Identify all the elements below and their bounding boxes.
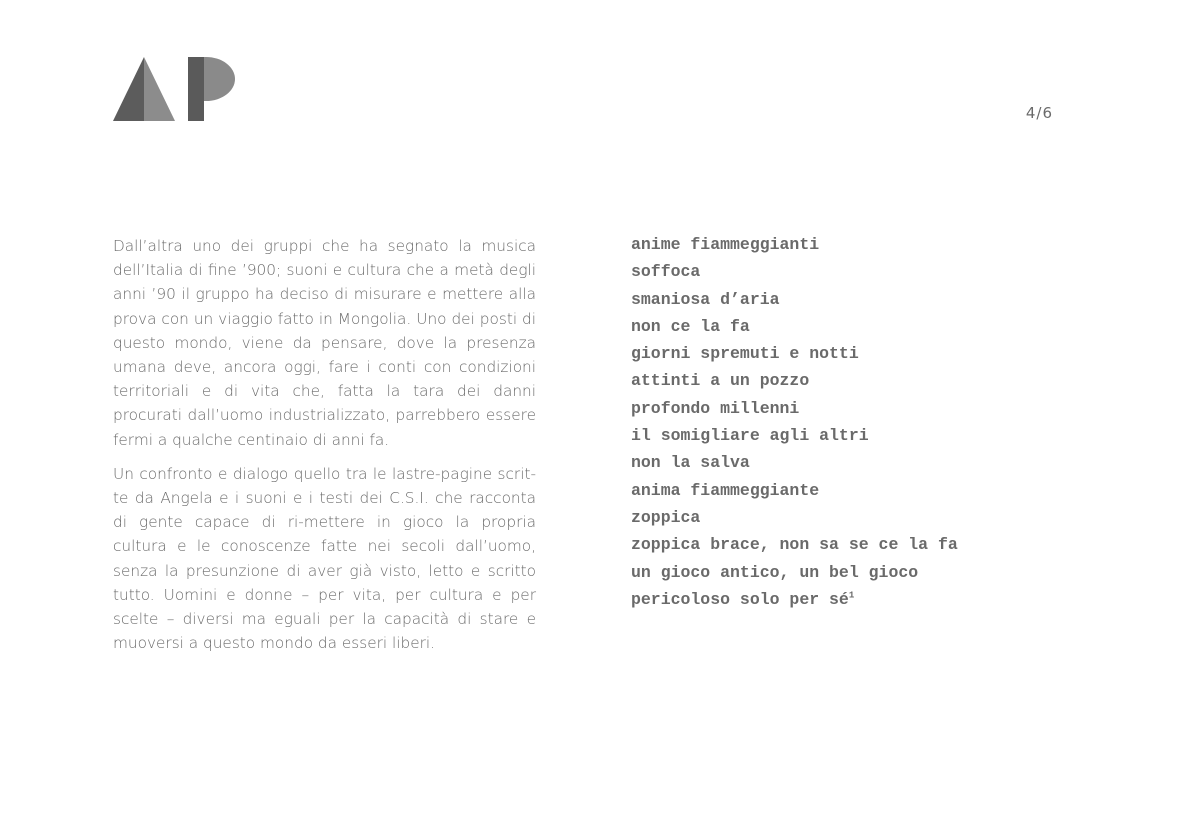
logo-p-bowl xyxy=(204,57,235,101)
poem-line: non la salva xyxy=(631,453,750,473)
page-number: 4/6 xyxy=(1025,104,1053,122)
footnote-marker: 1 xyxy=(848,590,855,601)
poem-line: il somigliare agli altri xyxy=(631,426,869,446)
poem-line: giorni spremuti e notti xyxy=(631,344,859,364)
poem-line: anime fiammeggianti xyxy=(631,235,820,254)
prose-paragraph: Un confronto e dialogo quello tra le lastre-pagine scritte da Angela e i suoni e i testi dei C.S.I. che racconta di gente capace di ri-mettere in gioco la propria cultura e le conoscenze fatte nei secoli dall’uomo, senza la presunzione di aver già visto, letto e scritto tutto. Uomini e donne – per vita, per cultura e per scelte – diversi ma eguali per la capacità di stare e muoversi a questo mondo da esseri liberi. xyxy=(113,464,536,653)
poem-line: zoppica brace, non sa se ce la fa xyxy=(631,535,958,555)
poem-line: un gioco antico, un bel gioco xyxy=(631,562,919,582)
poem-line-text: pericoloso solo per sé xyxy=(631,589,849,609)
logo-a-right-face xyxy=(144,57,175,121)
prose-paragraph: Dall’altra uno dei gruppi che ha segnato la musica dell’Italia di fine ’900; suoni e cultura che a metà degli anni ’90 il gruppo ha deciso di misurare e mettere alla prova con un viaggio fatto in Mongolia. Uno dei posti di questo mondo, viene da pensare, dove la presenza umana deve, ancora oggi, fare i conti con condizioni territoriali e di vita che, fatta la tara dei danni procurati dall’uomo industrializzato, parrebbero essere fermi a qualche centinaio di anni fa. xyxy=(113,237,536,449)
poem-line: attinti a un pozzo xyxy=(631,371,810,391)
prose-text xyxy=(113,234,536,665)
poem-line-last xyxy=(631,588,1051,615)
poem xyxy=(631,233,1051,615)
poem-line: profondo millenni xyxy=(631,398,800,418)
logo-a-left-face xyxy=(113,57,144,121)
ap-logo xyxy=(113,56,235,121)
poem-line: soffoca xyxy=(631,262,701,282)
poem-line: non ce la fa xyxy=(631,316,750,336)
poem-line: smaniosa d’aria xyxy=(631,289,780,309)
poem-line: anima fiammeggiante xyxy=(631,480,820,500)
logo-p-stem xyxy=(188,57,204,121)
poem-line: zoppica xyxy=(631,507,701,527)
